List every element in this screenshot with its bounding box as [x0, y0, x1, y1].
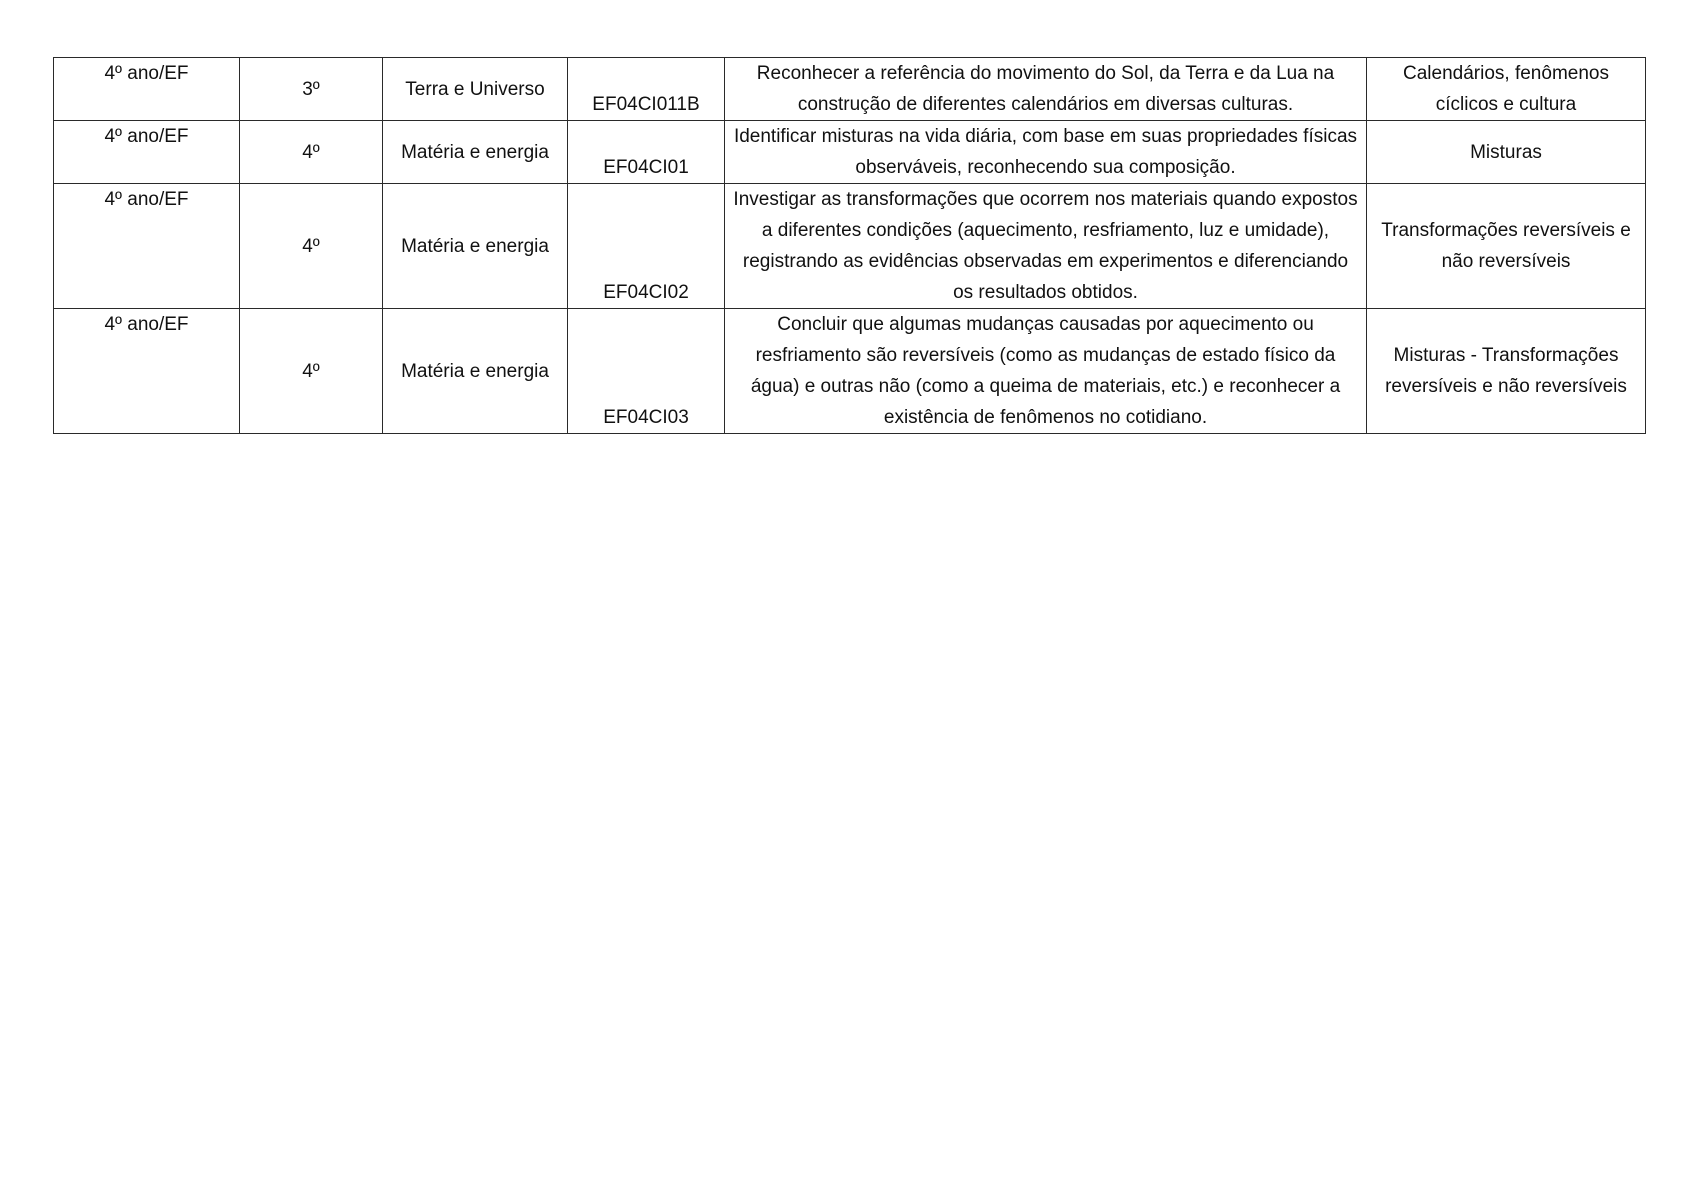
knowledge-objects-cell: Transformações reversíveis e não reversíveis [1367, 184, 1646, 309]
bimester-cell: 4º [240, 184, 383, 309]
skill-code-cell: EF04CI01 [568, 121, 725, 184]
skill-code-cell: EF04CI03 [568, 309, 725, 434]
skill-description-cell: Reconhecer a referência do movimento do Sol, da Terra e da Lua na construção de diferentes calendários em diversas culturas. [725, 58, 1367, 121]
year-cell: 4º ano/EF [54, 58, 240, 121]
year-cell: 4º ano/EF [54, 184, 240, 309]
table-row [54, 121, 1646, 184]
thematic-unit-cell: Matéria e energia [383, 121, 568, 184]
bimester-cell: 3º [240, 58, 383, 121]
year-cell: 4º ano/EF [54, 309, 240, 434]
year-cell: 4º ano/EF [54, 121, 240, 184]
bimester-cell: 4º [240, 309, 383, 434]
table-row [54, 309, 1646, 434]
skill-code-cell: EF04CI02 [568, 184, 725, 309]
thematic-unit-cell: Terra e Universo [383, 58, 568, 121]
skill-description-cell: Concluir que algumas mudanças causadas por aquecimento ou resfriamento são reversíveis (como as mudanças de estado físico da água) e outras não (como a queima de materiais, etc.) e reconhecer a existência de fenômenos no cotidiano. [725, 309, 1367, 434]
table-row [54, 184, 1646, 309]
knowledge-objects-cell: Calendários, fenômenos cíclicos e cultura [1367, 58, 1646, 121]
skill-description-cell: Identificar misturas na vida diária, com base em suas propriedades físicas observáveis, reconhecendo sua composição. [725, 121, 1367, 184]
skill-code-cell: EF04CI011B [568, 58, 725, 121]
table-row [54, 58, 1646, 121]
skill-description-cell: Investigar as transformações que ocorrem nos materiais quando expostos a diferentes condições (aquecimento, resfriamento, luz e umidade), registrando as evidências observadas em experimentos e diferenciando os resultados obtidos. [725, 184, 1367, 309]
thematic-unit-cell: Matéria e energia [383, 184, 568, 309]
knowledge-objects-cell: Misturas - Transformações reversíveis e não reversíveis [1367, 309, 1646, 434]
bimester-cell: 4º [240, 121, 383, 184]
knowledge-objects-cell: Misturas [1367, 121, 1646, 184]
curriculum-table [53, 57, 1646, 434]
thematic-unit-cell: Matéria e energia [383, 309, 568, 434]
